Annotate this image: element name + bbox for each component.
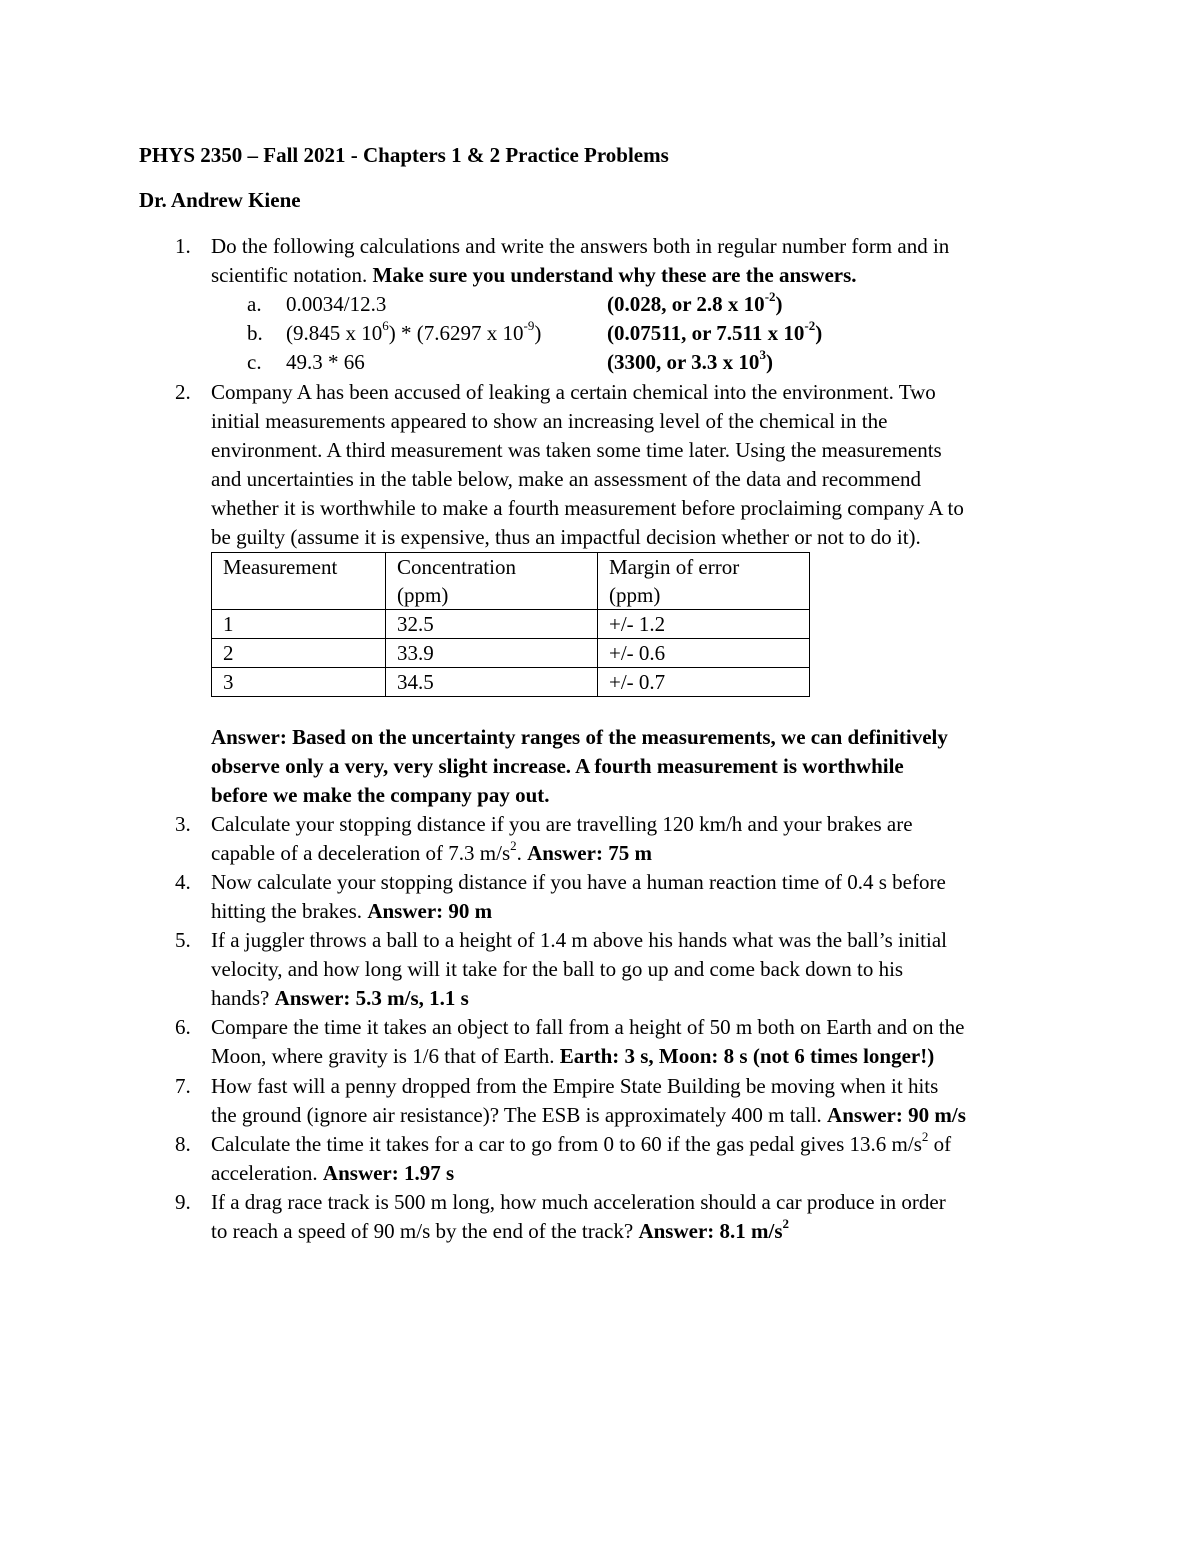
q8-line1 bbox=[211, 1130, 951, 1159]
q9-number: 9. bbox=[175, 1190, 191, 1214]
q6-number: 6. bbox=[175, 1015, 191, 1039]
q2-answer-line: Answer: Based on the uncertainty ranges of the measurements, we can definitively bbox=[211, 725, 948, 749]
q1-emphasis: Make sure you understand why these are the answers. bbox=[372, 263, 857, 287]
q1b-term3: ) bbox=[534, 321, 542, 345]
q1b-answer bbox=[607, 319, 822, 348]
q1b-label: b. bbox=[247, 321, 263, 345]
q3-answer: Answer: 75 m bbox=[527, 841, 652, 865]
header-measurement: Measurement bbox=[223, 555, 338, 579]
table-cell: 34.5 bbox=[386, 668, 598, 697]
q8-line1-end: of bbox=[928, 1132, 952, 1156]
q1a-answer-exp: -2 bbox=[764, 289, 776, 304]
q8-line2-text: acceleration. bbox=[211, 1161, 323, 1185]
q5-line1: If a juggler throws a ball to a height of 1.4 m above his hands what was the ball’s initial bbox=[211, 928, 948, 952]
q7-line2-text: the ground (ignore air resistance)? The ESB is approximately 400 m tall. bbox=[211, 1103, 828, 1127]
q6-answer: Earth: 3 s, Moon: 8 s (not 6 times longer!) bbox=[559, 1044, 935, 1068]
q2-answer-line: observe only a very, very slight increase. A fourth measurement is worthwhile bbox=[211, 754, 904, 778]
q1c-answer-exp: 3 bbox=[759, 347, 766, 362]
table-cell: +/- 0.6 bbox=[598, 639, 810, 668]
q9-line2 bbox=[211, 1217, 789, 1246]
q1-line2 bbox=[211, 261, 857, 290]
q1-line1: Do the following calculations and write the answers both in regular number form and in bbox=[211, 234, 950, 258]
q4-line2-text: hitting the brakes. bbox=[211, 899, 368, 923]
q3-number: 3. bbox=[175, 812, 191, 836]
q3-line1: Calculate your stopping distance if you are travelling 120 km/h and your brakes are bbox=[211, 812, 913, 836]
q1c-answer bbox=[607, 348, 773, 377]
q7-line1: How fast will a penny dropped from the Empire State Building be moving when it hits bbox=[211, 1074, 939, 1098]
q2-line: initial measurements appeared to show an increasing level of the chemical in the bbox=[211, 409, 888, 433]
q1c-answer-text: (3300, or 3.3 x 10 bbox=[607, 350, 760, 374]
header-margin: Margin of error bbox=[609, 555, 740, 579]
q2-number: 2. bbox=[175, 380, 191, 404]
q9-answer: Answer: 8.1 m/s bbox=[638, 1219, 783, 1243]
table-cell: 3 bbox=[212, 668, 386, 697]
q2-answer-line: before we make the company pay out. bbox=[211, 783, 550, 807]
q1b-exp1: 6 bbox=[382, 318, 389, 333]
q7-line2 bbox=[211, 1101, 966, 1130]
q7-number: 7. bbox=[175, 1074, 191, 1098]
q2-line: be guilty (assume it is expensive, thus an impactful decision whether or not to do it). bbox=[211, 525, 921, 549]
table-row bbox=[212, 668, 810, 697]
q5-line3-text: hands? bbox=[211, 986, 275, 1010]
q7-answer: Answer: 90 m/s bbox=[827, 1103, 966, 1127]
author-name: Dr. Andrew Kiene bbox=[139, 188, 301, 212]
table-cell: 33.9 bbox=[386, 639, 598, 668]
q2-line: Company A has been accused of leaking a certain chemical into the environment. Two bbox=[211, 380, 936, 404]
q1b-answer-exp: -2 bbox=[804, 318, 816, 333]
q8-line2 bbox=[211, 1159, 454, 1188]
q1-number: 1. bbox=[175, 234, 191, 258]
table-row bbox=[212, 610, 810, 639]
table-header-cell bbox=[598, 553, 810, 610]
q5-line2: velocity, and how long will it take for the ball to go up and come back down to his bbox=[211, 957, 904, 981]
q1b-answer-text: (0.07511, or 7.511 x 10 bbox=[607, 321, 805, 345]
header-concentration-unit: (ppm) bbox=[397, 583, 449, 607]
table-cell: 1 bbox=[212, 610, 386, 639]
q1a-answer bbox=[607, 290, 783, 319]
q9-exp: 2 bbox=[782, 1216, 790, 1231]
q2-line: environment. A third measurement was taken some time later. Using the measurements bbox=[211, 438, 942, 462]
table-row bbox=[212, 639, 810, 668]
q5-line3 bbox=[211, 984, 469, 1013]
q9-line2-text: to reach a speed of 90 m/s by the end of the track? bbox=[211, 1219, 639, 1243]
q8-line1-text: Calculate the time it takes for a car to go from 0 to 60 if the gas pedal gives 13.6 m/s bbox=[211, 1132, 922, 1156]
q1b-expression bbox=[286, 319, 541, 348]
q4-line2 bbox=[211, 897, 492, 926]
table-cell: +/- 1.2 bbox=[598, 610, 810, 639]
q2-line: and uncertainties in the table below, make an assessment of the data and recommend bbox=[211, 467, 922, 491]
q5-number: 5. bbox=[175, 928, 191, 952]
q1c-answer-close: ) bbox=[765, 350, 773, 374]
q3-line2-text: capable of a deceleration of 7.3 m/s bbox=[211, 841, 511, 865]
q1c-expression: 49.3 * 66 bbox=[286, 350, 365, 374]
q8-answer: Answer: 1.97 s bbox=[322, 1161, 455, 1185]
q6-line1: Compare the time it takes an object to fall from a height of 50 m both on Earth and on the bbox=[211, 1015, 965, 1039]
q6-line2-text: Moon, where gravity is 1/6 that of Earth. bbox=[211, 1044, 560, 1068]
table-cell: 32.5 bbox=[386, 610, 598, 639]
q3-exp: 2 bbox=[510, 838, 517, 853]
table-cell: 2 bbox=[212, 639, 386, 668]
table-cell: +/- 0.7 bbox=[598, 668, 810, 697]
q4-line1: Now calculate your stopping distance if you have a human reaction time of 0.4 s before bbox=[211, 870, 946, 894]
q3-period: . bbox=[516, 841, 528, 865]
q8-number: 8. bbox=[175, 1132, 191, 1156]
q2-line: whether it is worthwhile to make a fourth measurement before proclaiming company A to bbox=[211, 496, 964, 520]
header-concentration: Concentration bbox=[397, 555, 516, 579]
q9-line1: If a drag race track is 500 m long, how much acceleration should a car produce in order bbox=[211, 1190, 946, 1214]
q1a-expression: 0.0034/12.3 bbox=[286, 292, 387, 316]
q6-line2 bbox=[211, 1042, 934, 1071]
q3-line2 bbox=[211, 839, 652, 868]
page-title: PHYS 2350 – Fall 2021 - Chapters 1 & 2 Practice Problems bbox=[139, 143, 669, 167]
table-header-cell bbox=[212, 553, 386, 610]
q1b-term2: ) * (7.6297 x 10 bbox=[388, 321, 524, 345]
table-header-cell bbox=[386, 553, 598, 610]
q1b-exp2: -9 bbox=[523, 318, 535, 333]
q4-number: 4. bbox=[175, 870, 191, 894]
q4-answer: Answer: 90 m bbox=[367, 899, 493, 923]
q1c-label: c. bbox=[247, 350, 262, 374]
q1a-label: a. bbox=[247, 292, 262, 316]
q1b-term1: (9.845 x 10 bbox=[286, 321, 383, 345]
header-margin-unit: (ppm) bbox=[609, 583, 661, 607]
q1a-answer-text: (0.028, or 2.8 x 10 bbox=[607, 292, 765, 316]
q8-exp: 2 bbox=[921, 1129, 929, 1144]
q1b-answer-close: ) bbox=[815, 321, 823, 345]
q5-answer: Answer: 5.3 m/s, 1.1 s bbox=[274, 986, 469, 1010]
table-header-row bbox=[212, 553, 810, 610]
q1-line2-text: scientific notation. bbox=[211, 263, 373, 287]
q1a-answer-close: ) bbox=[775, 292, 783, 316]
measurement-table bbox=[211, 552, 810, 697]
